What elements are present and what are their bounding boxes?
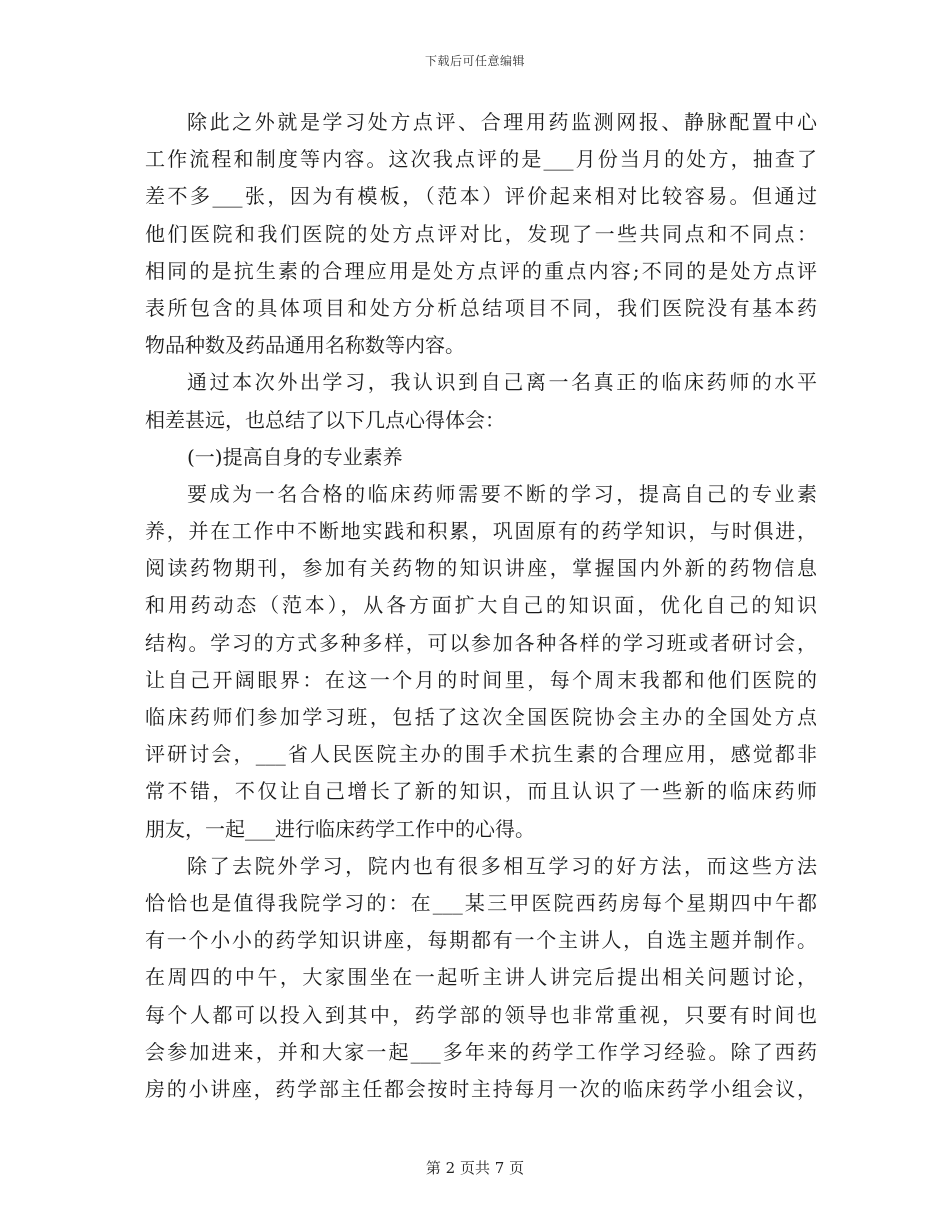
paragraph-line: 表所包含的具体项目和处方分析总结项目不同，我们医院没有基本药 [145,295,817,320]
paragraph-line: 在周四的中午，大家围坐在一起听主讲人讲完后提出相关问题讨论， [145,965,817,990]
page-footer: 第 2 页共 7 页 [425,1159,525,1177]
paragraph-line: 会参加进来，并和大家一起___多年来的药学工作学习经验。除了西药 [145,1039,817,1064]
paragraph-line: 工作流程和制度等内容。这次我点评的是___月份当月的处方，抽查了 [145,147,817,172]
paragraph-line: 房的小讲座，药学部主任都会按时主持每月一次的临床药学小组会议， [145,1076,817,1101]
paragraph-line: 阅读药物期刊，参加有关药物的知识讲座，掌握国内外新的药物信息 [145,556,817,581]
paragraph-line: 结构。学习的方式多种多样，可以参加各种各样的学习班或者研讨会， [145,630,817,655]
paragraph-line: 和用药动态（范本），从各方面扩大自己的知识面，优化自己的知识 [145,593,817,618]
paragraph-line: 他们医院和我们医院的处方点评对比，发现了一些共同点和不同点： [145,221,817,246]
paragraph-line: 常不错，不仅让自己增长了新的知识，而且认识了一些新的临床药师 [145,779,817,804]
section-heading: (一)提高自身的专业素养 [187,444,403,469]
paragraph-line: 每个人都可以投入到其中，药学部的领导也非常重视，只要有时间也 [145,1002,817,1027]
paragraph-line: 朋友，一起___进行临床药学工作中的心得。 [145,816,535,841]
paragraph-line: 评研讨会，___省人民医院主办的围手术抗生素的合理应用，感觉都非 [145,742,817,767]
paragraph-line: 差不多___张，因为有模板，（范本）评价起来相对比较容易。但通过 [145,184,817,209]
paragraph-line: 恰恰也是值得我院学习的：在___某三甲医院西药房每个星期四中午都 [145,890,817,915]
paragraph-line: 除了去院外学习，院内也有很多相互学习的好方法，而这些方法 [187,853,817,878]
paragraph-line: 有一个小小的药学知识讲座，每期都有一个主讲人，自选主题并制作。 [145,928,817,953]
paragraph-line: 除此之外就是学习处方点评、合理用药监测网报、静脉配置中心 [187,110,817,134]
paragraph-line: 相差甚远，也总结了以下几点心得体会： [145,407,505,432]
paragraph-line: 要成为一名合格的临床药师需要不断的学习，提高自己的专业素 [187,481,817,506]
paragraph-line: 相同的是抗生素的合理应用是处方点评的重点内容;不同的是处方点评 [145,258,817,283]
paragraph-line: 通过本次外出学习，我认识到自己离一名真正的临床药师的水平 [187,370,817,395]
paragraph-line: 养，并在工作中不断地实践和积累，巩固原有的药学知识，与时俱进， [145,519,817,544]
paragraph-line: 让自己开阔眼界：在这一个月的时间里，每个周末我都和他们医院的 [145,667,817,692]
document-body [145,104,817,1108]
paragraph-line: 物品种数及药品通用名称数等内容。 [145,333,465,358]
paragraph-line: 临床药师们参加学习班，包括了这次全国医院协会主办的全国处方点 [145,705,817,729]
page-header: 下载后可任意编辑 [424,54,525,68]
